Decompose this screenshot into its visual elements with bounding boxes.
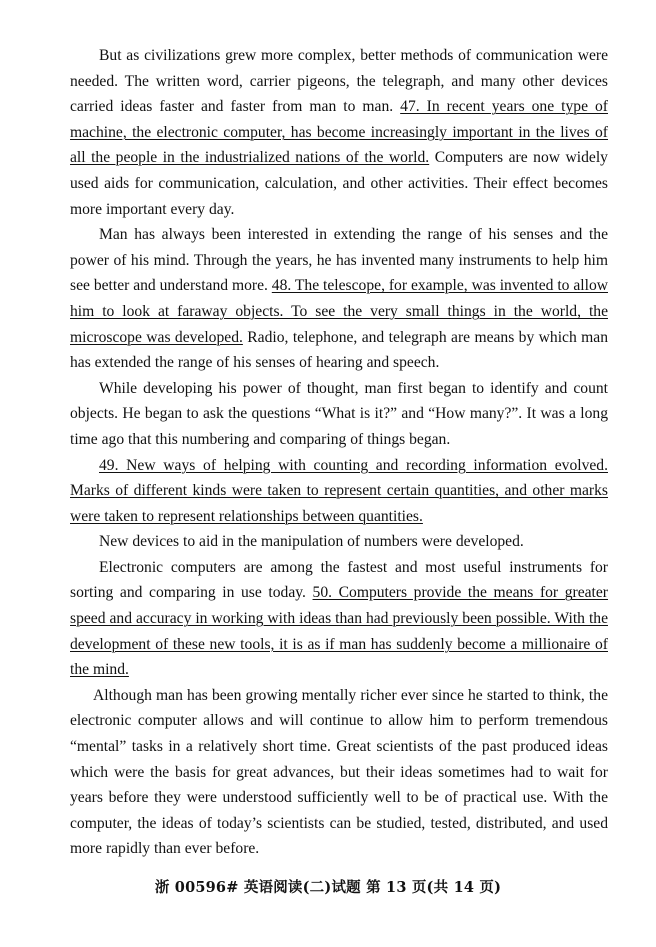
paragraph-text: New devices to aid in the manipulation of numbers were developed. [99,533,524,551]
paragraph-1 [70,43,608,222]
paragraph-5 [70,529,608,555]
underlined-sentence-49: 49. New ways of helping with counting and recording information evolved. Marks of different kinds were taken to represent certain quantities, and other marks were taken to represent relationships between quantities. [70,456,608,525]
page-footer: 浙 00596# 英语阅读(二)试题 第 13 页(共 14 页) [154,879,502,896]
underlined-sentence-47: 47. In recent years one type of machine, the electronic computer, has become increasingly important in the lives of all the people in the industrialized nations of the world. [70,98,608,167]
paragraph-3 [70,376,608,453]
paragraph-text: Computers are now widely used aids for communication, calculation, and other activities. Their effect becomes more important every day. [70,149,608,218]
paragraph-7 [70,683,608,862]
paragraph-text: While developing his power of thought, man first began to identify and count objects. He began to ask the questions “What is it?” and “How many?”. It was a long time ago that this numbering and comparing of things began. [70,379,608,448]
underlined-sentence-48: 48. The telescope, for example, was invented to allow him to look at faraway objects. To see the very small things in the world, the microscope was developed. [70,277,608,346]
paragraph-text: Man has always been interested in extending the range of his senses and the power of his mind. Through the years, he has invented many instruments to help him see better and understand more. [70,226,608,295]
paragraph-text: Radio, telephone, and telegraph are means by which man has extended the range of his senses of hearing and speech. [70,328,608,372]
paragraph-4 [70,453,608,530]
document-body [70,43,608,862]
paragraph-6 [70,555,608,683]
paragraph-text: Electronic computers are among the fastest and most useful instruments for sorting and comparing in use today. [70,558,608,602]
paragraph-text: Although man has been growing mentally richer ever since he started to think, the electronic computer allows and will continue to allow him to perform tremendous “mental” tasks in a relatively short time. Great scientists of the past produced ideas which were the basis for great advances, but their ideas sometimes had to wait for years before they were understood sufficiently well to be of practical use. With the computer, the ideas of today’s scientists can be studied, tested, distributed, and used more rapidly than ever before. [70,686,608,858]
paragraph-text: But as civilizations grew more complex, better methods of communication were needed. The written word, carrier pigeons, the telegraph, and many other devices carried ideas faster and faster from man to man. [70,47,608,116]
underlined-sentence-50: 50. Computers provide the means for greater speed and accuracy in working with ideas than had previously been possible. With the development of these new tools, it is as if man has suddenly become a millionaire of the mind. [70,584,608,679]
paragraph-2 [70,222,608,376]
